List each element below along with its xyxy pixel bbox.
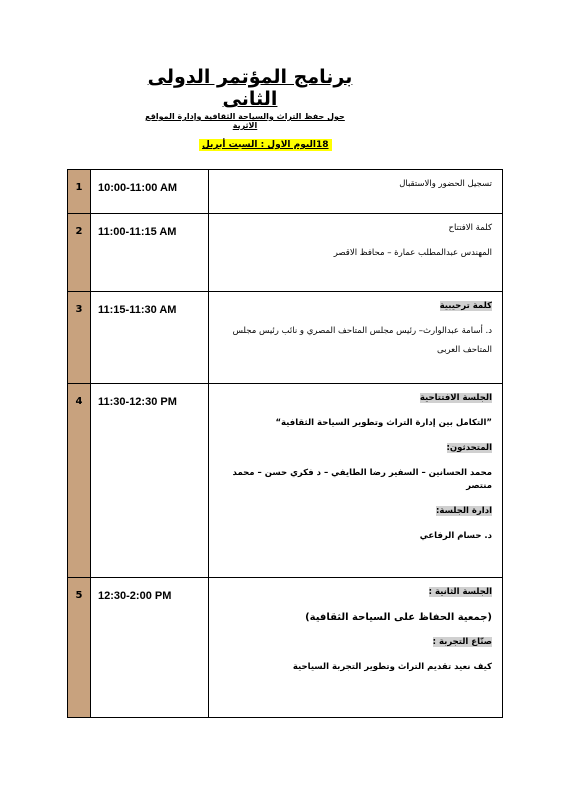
page-title: برنامج المؤتمر الدولى الثانى xyxy=(147,66,353,110)
row-number: 3 xyxy=(68,292,91,384)
table-row xyxy=(68,384,503,578)
row-content xyxy=(209,292,503,384)
row-number: 4 xyxy=(68,384,91,578)
row-content xyxy=(209,214,503,292)
row-time: 10:00-11:00 AM xyxy=(91,170,209,214)
speaker-text: المهندس عبدالمطلب عمارة – محافظ الاقصر xyxy=(333,248,492,258)
day-heading: 18اليوم الاول : السبت أبريل xyxy=(199,139,332,151)
row-number: 5 xyxy=(68,578,91,718)
speaker-text: المتاحف العربى xyxy=(437,345,492,355)
session-label: كلمة الافتتاح xyxy=(448,223,492,233)
row-content xyxy=(209,170,503,214)
schedule-table xyxy=(67,169,503,718)
session-text: تسجيل الحضور والاستقبال xyxy=(399,179,492,189)
page-subtitle: حول حفظ التراث والسياحة الثقافية وإدارة المواقع الاثرية xyxy=(145,112,345,130)
moderator-label: ادارة الجلسة: xyxy=(436,506,492,516)
section-label: صنّاع التجربة : xyxy=(432,637,492,647)
row-number: 1 xyxy=(68,170,91,214)
row-time: 11:00-11:15 AM xyxy=(91,214,209,292)
section-text: كيف نعيد تقديم التراث وتطوير التجربة السياحية xyxy=(292,662,492,672)
session-label: الجلسة الافتتاحية xyxy=(419,393,492,403)
row-time: 11:30-12:30 PM xyxy=(91,384,209,578)
session-label: كلمة ترحيبية xyxy=(439,301,492,311)
table-row xyxy=(68,578,503,718)
speakers-label: المتحدثون: xyxy=(446,443,492,453)
row-time: 11:15-11:30 AM xyxy=(91,292,209,384)
speakers-text: محمد الحسانين – السفير رضا الطايفي – د فكري حسن – محمد منتصر xyxy=(232,468,492,491)
row-content xyxy=(209,578,503,718)
row-time: 12:30-2:00 PM xyxy=(91,578,209,718)
table-row xyxy=(68,292,503,384)
session-topic: (جمعية الحفاظ على السياحة الثقافية) xyxy=(305,612,492,623)
table-row xyxy=(68,214,503,292)
speaker-text: د. أسامة عبدالوارث– رئيس مجلس المتاحف المصري و نائب رئيس مجلس xyxy=(232,326,492,336)
session-label: الجلسة الثانية : xyxy=(428,587,492,597)
table-row xyxy=(68,170,503,214)
session-topic: ”التكامل بين إدارة التراث وتطوير السياحة الثقافية“ xyxy=(275,418,492,428)
row-number: 2 xyxy=(68,214,91,292)
moderator-text: د. حسام الرفاعي xyxy=(419,531,492,541)
row-content xyxy=(209,384,503,578)
